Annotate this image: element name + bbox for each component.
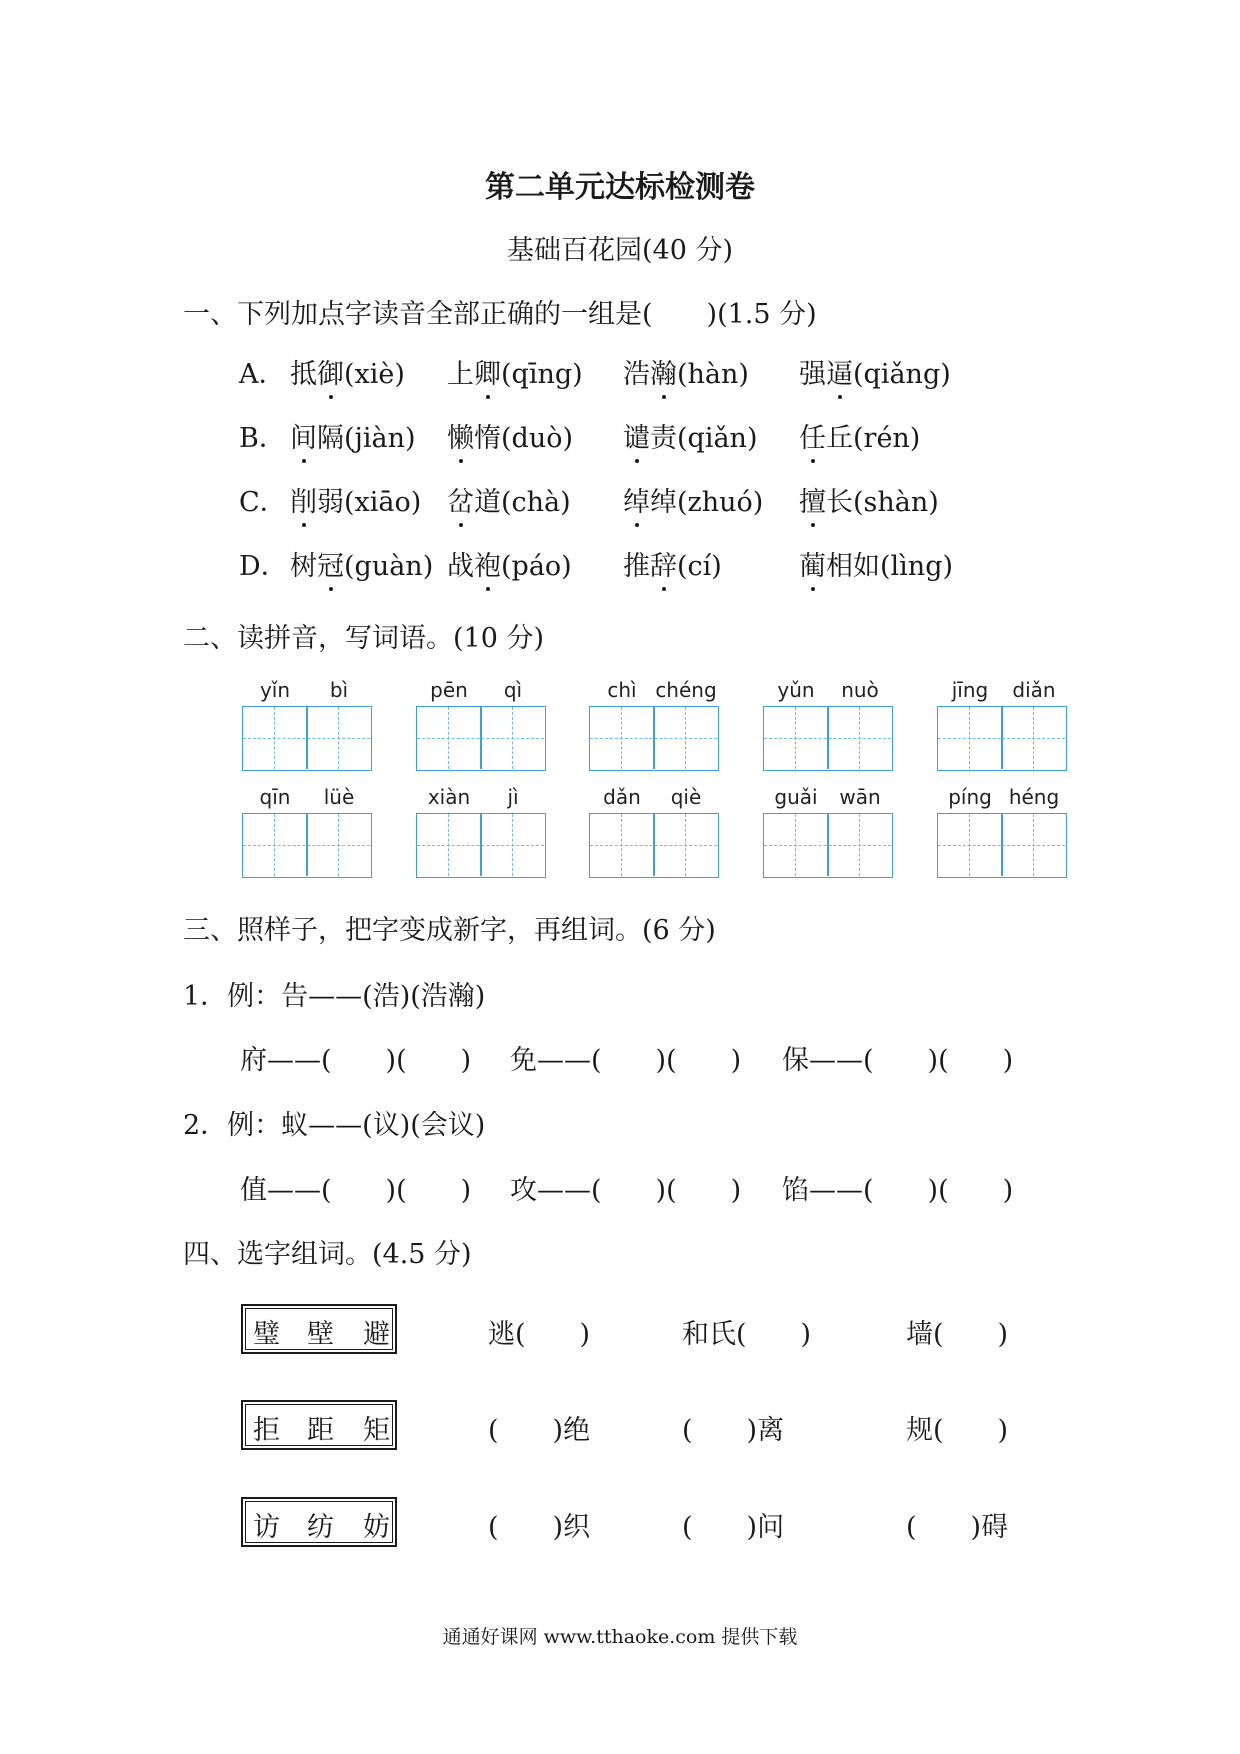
q1-dotted-char: 削 <box>290 480 317 519</box>
fill-blank-word: 规( ) <box>906 1415 1009 1446</box>
q1-item-text: 隔(jiàn) <box>317 423 416 454</box>
pinyin-label: pēn <box>430 678 468 702</box>
q1-item-text: 树 <box>290 551 317 582</box>
q1-option-item <box>290 480 421 519</box>
q1-option-item <box>447 416 573 455</box>
q1-dotted-char: 懒 <box>447 416 474 455</box>
q1-option-label: D． <box>239 551 288 582</box>
choice-char: 妨 <box>363 1512 390 1543</box>
fill-blank-word: 墙( ) <box>906 1319 1009 1350</box>
pinyin-label: wān <box>839 785 881 809</box>
pinyin-label: qiè <box>670 785 702 809</box>
pinyin-label: dǎn <box>603 785 641 809</box>
q1-option-item <box>447 480 571 519</box>
q1-heading: 一、下列加点字读音全部正确的一组是( )(1.5 分) <box>183 299 817 330</box>
q1-dotted-char: 任 <box>799 416 826 455</box>
q1-dotted-char: 谴 <box>623 416 650 455</box>
q4-heading: 四、选字组词。(4.5 分) <box>183 1239 472 1270</box>
fill-blank-word: ( )绝 <box>488 1415 591 1446</box>
page-subtitle: 基础百花园(40 分) <box>506 235 733 266</box>
q1-item-text: 道(chà) <box>474 487 571 518</box>
fill-blank-word: ( )碍 <box>906 1512 1009 1543</box>
q1-option-item <box>447 544 572 583</box>
q3-row2-item: 攻——( )( ) <box>510 1175 742 1206</box>
q1-option-item <box>799 416 920 455</box>
q1-dotted-char: 岔 <box>447 480 474 519</box>
char-choice-box <box>241 1400 397 1450</box>
q1-item-text: (qīng) <box>501 359 583 390</box>
writing-grid[interactable] <box>937 813 1067 878</box>
q1-option-item <box>799 352 951 391</box>
q1-dotted-char: 蔺 <box>799 544 826 583</box>
q1-dotted-char: 绰 <box>623 480 650 519</box>
q1-dotted-char: 间 <box>290 416 317 455</box>
q1-dotted-char: 袍 <box>474 544 501 583</box>
choice-char: 璧 <box>253 1319 280 1350</box>
q1-item-text: 弱(xiāo) <box>317 487 422 518</box>
q1-item-text: (cí) <box>677 551 722 582</box>
q1-item-text: 丘(rén) <box>826 423 921 454</box>
fill-blank-word: ( )织 <box>488 1512 591 1543</box>
pinyin-label: bì <box>329 678 349 702</box>
fill-blank-word: 逃( ) <box>488 1319 591 1350</box>
q1-item-text: 相如(lìng) <box>826 551 954 582</box>
q1-option-label: B． <box>239 423 286 454</box>
q2-heading: 二、读拼音，写词语。(10 分) <box>183 623 545 654</box>
writing-grid[interactable] <box>763 706 893 771</box>
q1-item-text: 惰(duò) <box>474 423 573 454</box>
writing-grid[interactable] <box>242 706 372 771</box>
pinyin-label: jīng <box>951 678 989 702</box>
writing-grid[interactable] <box>937 706 1067 771</box>
q3-example-2: 2．例：蚁——(议)(会议) <box>183 1110 486 1141</box>
q1-dotted-char: 逼 <box>826 352 853 391</box>
pinyin-label: chì <box>607 678 637 702</box>
q1-item-text: (xiè) <box>344 359 405 390</box>
pinyin-label: qīn <box>259 785 291 809</box>
q1-option-item <box>623 544 722 583</box>
q1-dotted-char: 冠 <box>317 544 344 583</box>
pinyin-label: yǔn <box>777 678 815 702</box>
pinyin-label: yǐn <box>259 678 291 702</box>
char-choice-box <box>241 1304 397 1354</box>
q1-dotted-char: 辞 <box>650 544 677 583</box>
writing-grid[interactable] <box>763 813 893 878</box>
choice-char: 避 <box>363 1319 390 1350</box>
fill-blank-word: 和氏( ) <box>682 1319 812 1350</box>
char-choice-box <box>241 1497 397 1547</box>
q1-option-item <box>623 416 757 455</box>
page-title: 第二单元达标检测卷 <box>485 170 755 205</box>
q3-row1-item: 保——( )( ) <box>782 1045 1014 1076</box>
pinyin-label: píng <box>948 785 992 809</box>
pinyin-label: nuò <box>841 678 879 702</box>
q1-dotted-char: 卿 <box>474 352 501 391</box>
choice-char: 纺 <box>307 1512 334 1543</box>
q1-option-item <box>623 352 749 391</box>
q1-item-text: 推 <box>623 551 650 582</box>
fill-blank-word: ( )问 <box>682 1512 785 1543</box>
q3-heading: 三、照样子，把字变成新字，再组词。(6 分) <box>183 915 716 946</box>
q1-item-text: 强 <box>799 359 826 390</box>
q1-option-item <box>447 352 583 391</box>
q1-item-text: (qiǎng) <box>853 359 951 390</box>
q3-row1-item: 府——( )( ) <box>240 1045 472 1076</box>
q1-option-item <box>290 352 405 391</box>
q1-dotted-char: 擅 <box>799 480 826 519</box>
writing-grid[interactable] <box>416 706 546 771</box>
q1-option-item <box>290 416 416 455</box>
pinyin-label: jì <box>507 785 519 809</box>
choice-char: 矩 <box>363 1415 390 1446</box>
writing-grid[interactable] <box>589 813 719 878</box>
q1-option-item <box>290 544 433 583</box>
choice-char: 访 <box>253 1512 280 1543</box>
q1-dotted-char: 瀚 <box>650 352 677 391</box>
pinyin-label: lüè <box>323 785 355 809</box>
pinyin-label: diǎn <box>1012 678 1056 702</box>
q1-item-text: 绰(zhuó) <box>650 487 764 518</box>
q1-option-item <box>799 544 953 583</box>
q1-option-item <box>799 480 939 519</box>
q1-item-text: 长(shàn) <box>826 487 939 518</box>
pinyin-label: xiàn <box>427 785 471 809</box>
q1-item-text: (páo) <box>501 551 572 582</box>
q1-option-item <box>623 480 763 519</box>
writing-grid[interactable] <box>589 706 719 771</box>
q1-item-text: 上 <box>447 359 474 390</box>
q1-item-text: (guàn) <box>344 551 434 582</box>
q1-option-label: C． <box>239 487 287 518</box>
q1-item-text: 责(qiǎn) <box>650 423 758 454</box>
q3-example-1: 1．例：告——(浩)(浩瀚) <box>183 981 486 1012</box>
q3-row2-item: 值——( )( ) <box>240 1175 472 1206</box>
choice-char: 壁 <box>307 1319 334 1350</box>
q1-item-text: 战 <box>447 551 474 582</box>
pinyin-label: qì <box>503 678 523 702</box>
q3-row2-item: 馅——( )( ) <box>782 1175 1014 1206</box>
q1-item-text: (hàn) <box>677 359 749 390</box>
q1-dotted-char: 御 <box>317 352 344 391</box>
choice-char: 距 <box>307 1415 334 1446</box>
pinyin-label: héng <box>1008 785 1060 809</box>
q1-option-label: A． <box>239 359 286 390</box>
q3-row1-item: 免——( )( ) <box>510 1045 742 1076</box>
writing-grid[interactable] <box>242 813 372 878</box>
q1-item-text: 抵 <box>290 359 317 390</box>
pinyin-label: guǎi <box>774 785 818 809</box>
footer-text: 通通好课网 www.tthaoke.com 提供下载 <box>442 1626 798 1648</box>
writing-grid[interactable] <box>416 813 546 878</box>
choice-char: 拒 <box>253 1415 280 1446</box>
fill-blank-word: ( )离 <box>682 1415 785 1446</box>
q1-item-text: 浩 <box>623 359 650 390</box>
pinyin-label: chéng <box>655 678 717 702</box>
